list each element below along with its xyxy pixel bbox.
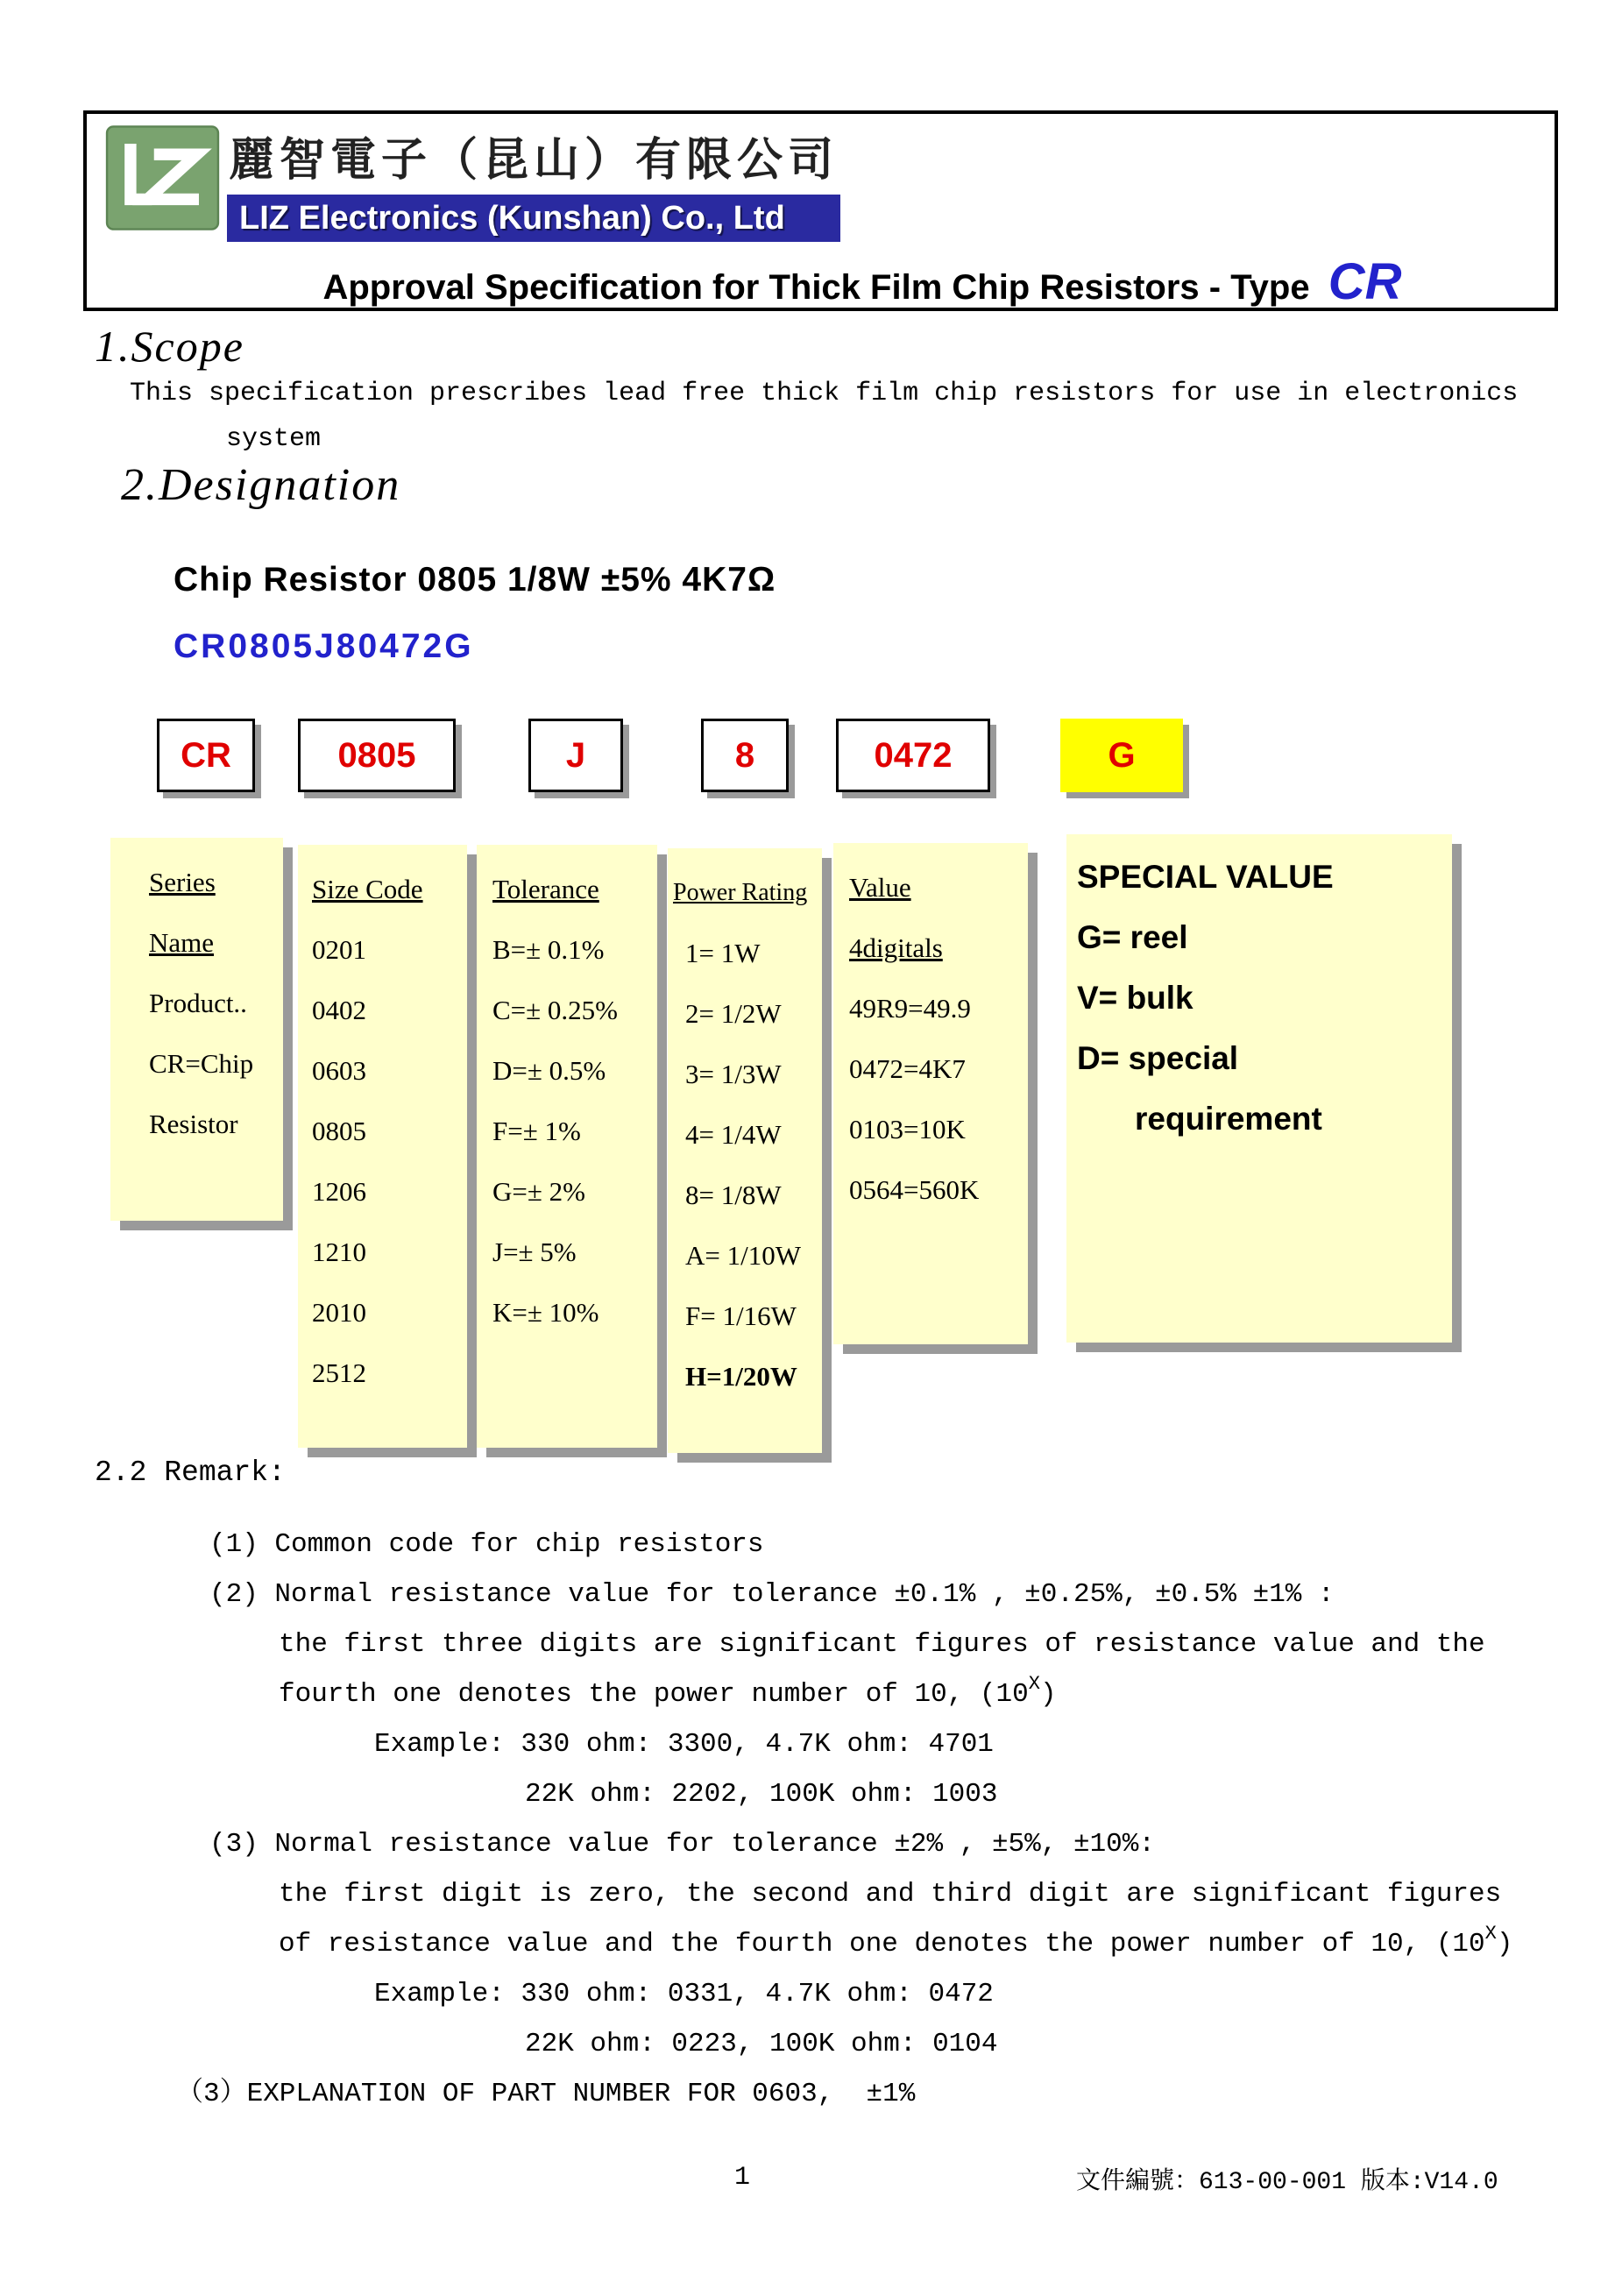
panel-special-item: D= special — [1077, 1040, 1239, 1076]
paren-close: ) — [1039, 1679, 1057, 1710]
panel-series-item: Product.. — [149, 988, 247, 1018]
code-box-power-rating: 8 — [701, 719, 789, 792]
panel-series-name — [110, 838, 283, 1221]
panel-special-value — [1066, 834, 1452, 1343]
superscript-x: X — [1484, 1923, 1497, 1945]
panel-special-heading: SPECIAL VALUE — [1077, 859, 1334, 895]
scope-body-line-2: system — [226, 424, 322, 454]
designation-section-heading: 2.Designation — [121, 460, 401, 510]
panel-size-item: 0402 — [312, 995, 366, 1025]
panel-value-heading: Value — [849, 872, 911, 903]
remark-item-2-line-2: the first three digits are significant figures of resistance value and the — [279, 1629, 1485, 1660]
remark-heading: 2.2 Remark: — [95, 1456, 286, 1489]
remark-item-2-line-3 — [0, 1669, 1622, 1719]
panel-power-item: A= 1/10W — [685, 1240, 801, 1271]
panel-series-item: Resistor — [149, 1109, 238, 1139]
scope-body-line-1: This specification prescribes lead free thick film chip resistors for use in electronics — [130, 379, 1519, 408]
remark-item-1: (1) Common code for chip resistors — [209, 1529, 764, 1560]
panel-tolerance-item: J=± 5% — [492, 1237, 577, 1267]
remark-item-3-line-3 — [0, 1919, 1622, 1969]
panel-tolerance-item: D=± 0.5% — [492, 1055, 606, 1086]
panel-power-item: 8= 1/8W — [685, 1180, 782, 1210]
remark-item-2-example-1: Example: 330 ohm: 3300, 4.7K ohm: 4701 — [374, 1729, 994, 1760]
panel-power-item: 2= 1/2W — [685, 998, 782, 1029]
panel-power-item: H=1/20W — [685, 1361, 797, 1392]
panel-power-heading: Power Rating — [673, 879, 808, 906]
remark-item-3-line-1: (3) Normal resistance value for tolerance ±2% , ±5%, ±10%: — [209, 1829, 1155, 1860]
remark-section — [0, 1453, 1622, 2119]
panel-power-item: 1= 1W — [685, 938, 761, 968]
panel-special-item: V= bulk — [1077, 980, 1193, 1016]
header-box — [83, 110, 1558, 311]
panel-series-heading-1: Series — [149, 867, 216, 897]
remark-item-3-line-2: the first digit is zero, the second and third digit are significant figures — [279, 1879, 1502, 1910]
panel-value-item: 0564=560K — [849, 1174, 980, 1205]
document-title-type-cr: CR — [1328, 253, 1402, 310]
code-box-value: 0472 — [836, 719, 990, 792]
panel-tolerance-item: G=± 2% — [492, 1176, 585, 1207]
panel-tolerance-heading: Tolerance — [492, 874, 599, 904]
panel-size-item: 2010 — [312, 1297, 366, 1328]
panel-size-item: 2512 — [312, 1357, 366, 1388]
panel-size-item: 1206 — [312, 1176, 366, 1207]
company-name-english: LIZ Electronics (Kunshan) Co., Ltd — [239, 200, 785, 237]
panel-tolerance-item: K=± 10% — [492, 1297, 599, 1328]
remark-item-3-example-2: 22K ohm: 0223, 100K ohm: 0104 — [525, 2029, 998, 2059]
panel-tolerance-item: B=± 0.1% — [492, 934, 605, 965]
scope-section-heading: 1.Scope — [95, 322, 244, 371]
remark-item-4: （3）EXPLANATION OF PART NUMBER FOR 0603, ±1% — [176, 2079, 916, 2109]
superscript-x: X — [1028, 1673, 1040, 1695]
panel-size-item: 0201 — [312, 934, 366, 965]
liz-logo-icon — [104, 124, 221, 231]
panel-value-item: 0472=4K7 — [849, 1053, 966, 1084]
panel-power-item: 4= 1/4W — [685, 1119, 782, 1150]
panel-series-item: CR=Chip — [149, 1048, 254, 1079]
page-number: 1 — [734, 2163, 751, 2193]
remark-item-3-example-1: Example: 330 ohm: 0331, 4.7K ohm: 0472 — [374, 1979, 994, 2009]
remark-item-2-line-3-text: fourth one denotes the power number of 10, (10 — [279, 1679, 1029, 1710]
panel-power-item: F= 1/16W — [685, 1300, 797, 1331]
code-box-packing: G — [1060, 719, 1183, 792]
panel-value-item: 0103=10K — [849, 1114, 966, 1144]
code-box-tolerance: J — [528, 719, 623, 792]
panel-special-item: G= reel — [1077, 919, 1188, 955]
paren-close: ) — [1496, 1929, 1513, 1959]
remark-item-2-example-2: 22K ohm: 2202, 100K ohm: 1003 — [525, 1779, 998, 1810]
panel-power-rating — [668, 848, 822, 1453]
panel-power-item: 3= 1/3W — [685, 1059, 782, 1089]
panel-size-code — [298, 845, 467, 1448]
company-name-bar — [227, 195, 840, 242]
remark-item-2-line-1: (2) Normal resistance value for tolerance ±0.1% , ±0.25%, ±0.5% ±1% : — [209, 1579, 1335, 1610]
document-number-version: 文件編號：613-00-001 版本:V14.0 — [1076, 2169, 1498, 2196]
remark-item-3-line-3-text: of resistance value and the fourth one denotes the power number of 10, (10 — [279, 1929, 1485, 1959]
document-title-text: Approval Specification for Thick Film Chip Resistors - Type — [322, 268, 1310, 307]
panel-value — [833, 843, 1028, 1344]
panel-value-item: 49R9=49.9 — [849, 993, 971, 1024]
panel-tolerance — [477, 845, 657, 1448]
panel-series-heading-2: Name — [149, 927, 215, 958]
code-box-series: CR — [157, 719, 255, 792]
panel-size-item: 1210 — [312, 1237, 366, 1267]
document-title — [174, 252, 1550, 311]
panel-size-item: 0805 — [312, 1116, 366, 1146]
panel-special-item-continuation: requirement — [1135, 1101, 1322, 1137]
example-part-number: CR0805J80472G — [174, 627, 474, 665]
panel-tolerance-item: C=± 0.25% — [492, 995, 618, 1025]
panel-value-subheading: 4digitals — [849, 932, 943, 963]
panel-size-item: 0603 — [312, 1055, 366, 1086]
panel-size-heading: Size Code — [312, 874, 423, 904]
panel-tolerance-item: F=± 1% — [492, 1116, 581, 1146]
code-box-size: 0805 — [298, 719, 456, 792]
example-resistor-title: Chip Resistor 0805 1/8W ±5% 4K7Ω — [174, 561, 776, 599]
company-name-chinese: 麗智電子（昆山）有限公司 — [229, 135, 839, 186]
